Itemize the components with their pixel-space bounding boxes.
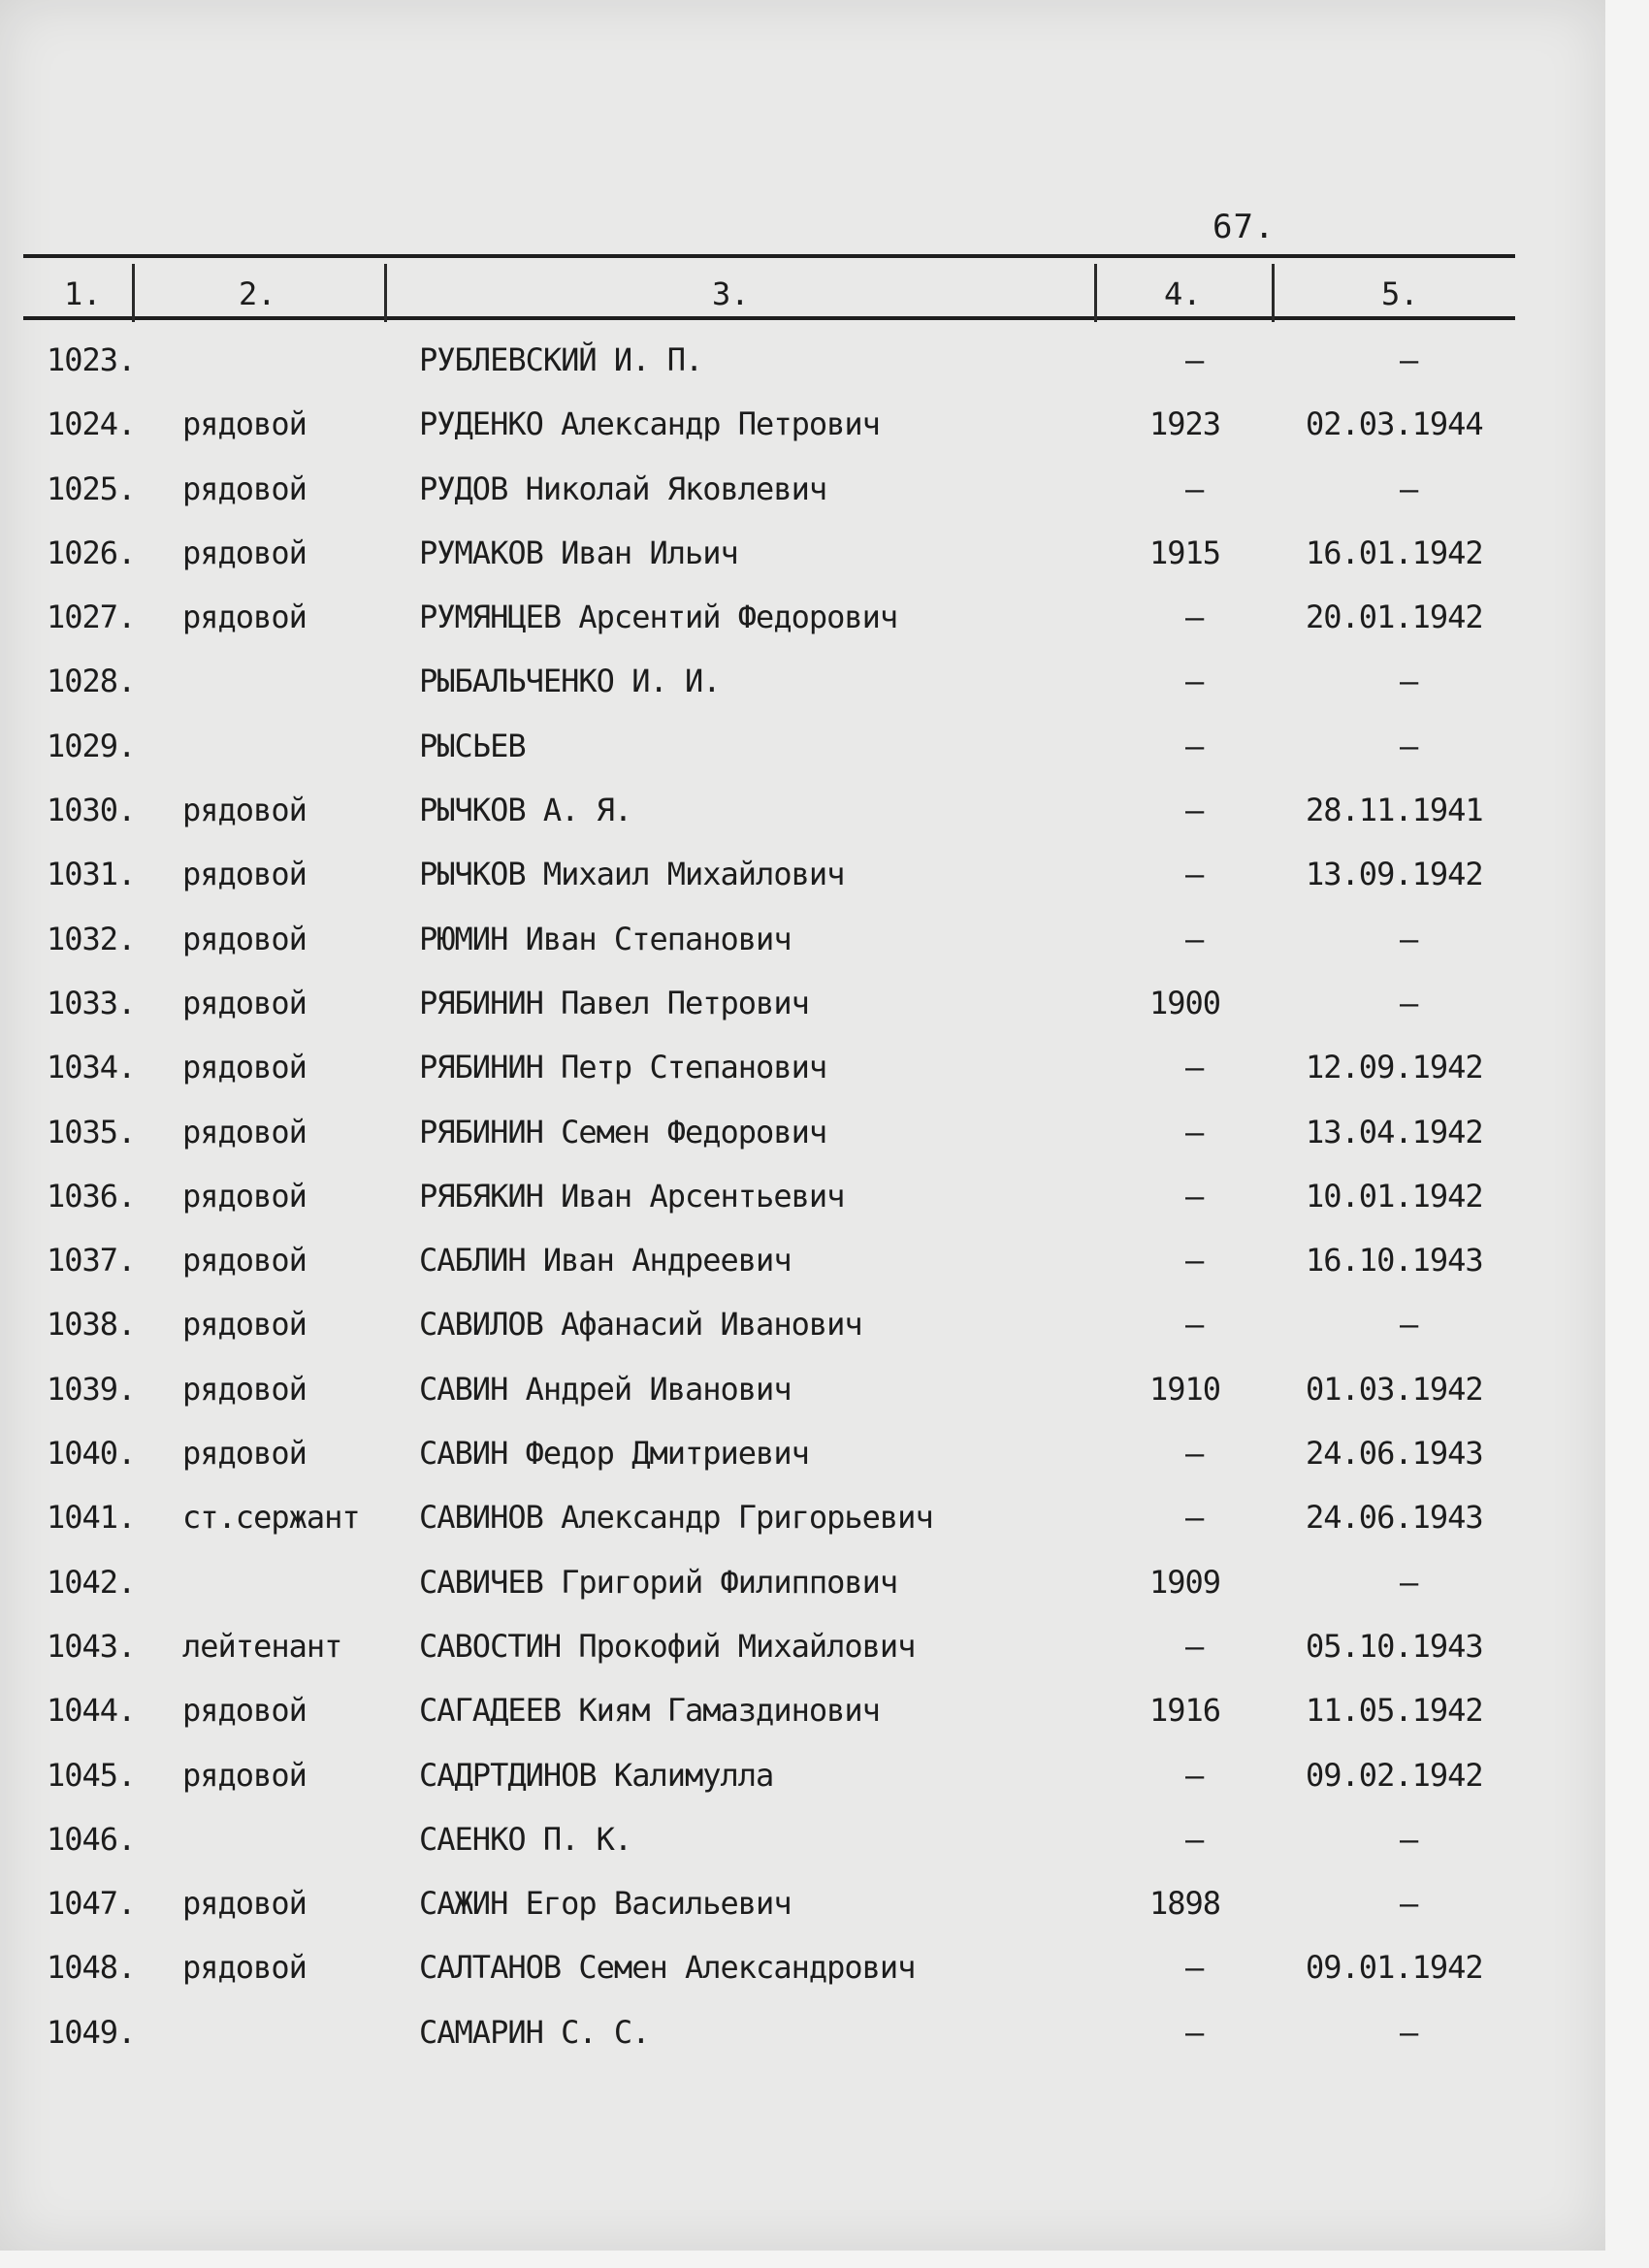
rank-cell: рядовой bbox=[182, 792, 307, 829]
date-cell: – bbox=[1400, 1885, 1418, 1923]
table-row bbox=[0, 659, 1605, 723]
birth-year-cell: – bbox=[1185, 727, 1204, 764]
table-row bbox=[0, 1753, 1605, 1817]
rank-cell: рядовой bbox=[182, 1692, 307, 1730]
row-number: 1024. bbox=[47, 405, 136, 443]
table-header-bottom-rule bbox=[23, 316, 1515, 320]
name-cell: САВИЧЕВ Григорий Филиппович bbox=[419, 1563, 898, 1601]
row-number: 1045. bbox=[47, 1756, 136, 1794]
table-row bbox=[0, 1045, 1605, 1109]
birth-year-cell: – bbox=[1185, 1499, 1204, 1537]
name-cell: РЯБИНИН Павел Петрович bbox=[419, 984, 809, 1021]
name-cell: САМАРИН С. С. bbox=[419, 2013, 650, 2051]
birth-year-cell: 1898 bbox=[1149, 1885, 1221, 1923]
table-row bbox=[0, 1431, 1605, 1495]
rank-cell: рядовой bbox=[182, 856, 307, 893]
birth-year-cell: – bbox=[1185, 1113, 1204, 1150]
table-row bbox=[0, 1817, 1605, 1881]
table-row bbox=[0, 1238, 1605, 1302]
column-divider bbox=[1094, 264, 1097, 322]
rank-cell: рядовой bbox=[182, 1049, 307, 1086]
name-cell: САБЛИН Иван Андреевич bbox=[419, 1242, 792, 1280]
date-cell: 16.01.1942 bbox=[1306, 534, 1483, 571]
row-number: 1043. bbox=[47, 1627, 136, 1665]
table-row bbox=[0, 724, 1605, 788]
birth-year-cell: 1916 bbox=[1149, 1692, 1221, 1730]
rank-cell: рядовой bbox=[182, 405, 307, 443]
row-number: 1030. bbox=[47, 792, 136, 829]
row-number: 1033. bbox=[47, 984, 136, 1021]
page-number: 67. bbox=[1212, 208, 1276, 246]
row-number: 1032. bbox=[47, 920, 136, 957]
row-number: 1029. bbox=[47, 727, 136, 764]
date-cell: 13.04.1942 bbox=[1306, 1113, 1483, 1150]
rank-cell: рядовой bbox=[182, 470, 307, 507]
name-cell: САВИН Федор Дмитриевич bbox=[419, 1435, 809, 1473]
birth-year-cell: 1910 bbox=[1149, 1370, 1221, 1408]
column-divider bbox=[384, 264, 387, 322]
column-header-3: 3. bbox=[712, 275, 750, 312]
table-row bbox=[0, 981, 1605, 1045]
table-row bbox=[0, 1495, 1605, 1559]
table-row bbox=[0, 1560, 1605, 1624]
date-cell: 10.01.1942 bbox=[1306, 1177, 1483, 1215]
date-cell: 02.03.1944 bbox=[1306, 405, 1483, 443]
table-row bbox=[0, 1174, 1605, 1238]
table-row bbox=[0, 402, 1605, 466]
date-cell: 09.02.1942 bbox=[1306, 1756, 1483, 1794]
name-cell: РЯБИНИН Семен Федорович bbox=[419, 1113, 827, 1150]
name-cell: САЕНКО П. К. bbox=[419, 1820, 632, 1858]
birth-year-cell: 1923 bbox=[1149, 405, 1221, 443]
row-number: 1031. bbox=[47, 856, 136, 893]
row-number: 1047. bbox=[47, 1885, 136, 1923]
name-cell: САЛТАНОВ Семен Александрович bbox=[419, 1949, 916, 1987]
table-row bbox=[0, 1110, 1605, 1174]
table-row bbox=[0, 467, 1605, 531]
birth-year-cell: – bbox=[1185, 599, 1204, 636]
table-row bbox=[0, 1302, 1605, 1366]
name-cell: САЖИН Егор Васильевич bbox=[419, 1885, 792, 1923]
rank-cell: рядовой bbox=[182, 1949, 307, 1987]
rank-cell: рядовой bbox=[182, 1242, 307, 1280]
name-cell: САВИЛОВ Афанасий Иванович bbox=[419, 1306, 862, 1344]
rank-cell: рядовой bbox=[182, 1113, 307, 1150]
row-number: 1042. bbox=[47, 1563, 136, 1601]
row-number: 1027. bbox=[47, 599, 136, 636]
rank-cell: ст.сержант bbox=[182, 1499, 360, 1537]
date-cell: – bbox=[1400, 470, 1418, 507]
birth-year-cell: – bbox=[1185, 1242, 1204, 1280]
table-body bbox=[0, 338, 1605, 2074]
column-header-1: 1. bbox=[64, 275, 102, 312]
row-number: 1048. bbox=[47, 1949, 136, 1987]
name-cell: САВИНОВ Александр Григорьевич bbox=[419, 1499, 933, 1537]
birth-year-cell: – bbox=[1185, 1820, 1204, 1858]
name-cell: САВОСТИН Прокофий Михайлович bbox=[419, 1627, 916, 1665]
name-cell: РУБЛЕВСКИЙ И. П. bbox=[419, 341, 703, 378]
table-row bbox=[0, 917, 1605, 981]
name-cell: РУДЕНКО Александр Петрович bbox=[419, 405, 880, 443]
table-row bbox=[0, 1624, 1605, 1688]
date-cell: 11.05.1942 bbox=[1306, 1692, 1483, 1730]
date-cell: – bbox=[1400, 341, 1418, 378]
name-cell: САВИН Андрей Иванович bbox=[419, 1370, 792, 1408]
row-number: 1040. bbox=[47, 1435, 136, 1473]
rank-cell: рядовой bbox=[182, 1177, 307, 1215]
rank-cell: рядовой bbox=[182, 1885, 307, 1923]
rank-cell: рядовой bbox=[182, 1370, 307, 1408]
date-cell: – bbox=[1400, 2013, 1418, 2051]
name-cell: САДРТДИНОВ Калимулла bbox=[419, 1756, 774, 1794]
birth-year-cell: – bbox=[1185, 2013, 1204, 2051]
row-number: 1035. bbox=[47, 1113, 136, 1150]
table-row bbox=[0, 2010, 1605, 2074]
table-row bbox=[0, 852, 1605, 916]
column-divider bbox=[132, 264, 135, 322]
row-number: 1023. bbox=[47, 341, 136, 378]
date-cell: – bbox=[1400, 984, 1418, 1021]
table-row bbox=[0, 1688, 1605, 1752]
birth-year-cell: 1900 bbox=[1149, 984, 1221, 1021]
rank-cell: рядовой bbox=[182, 1756, 307, 1794]
birth-year-cell: – bbox=[1185, 470, 1204, 507]
rank-cell: рядовой bbox=[182, 534, 307, 571]
date-cell: 24.06.1943 bbox=[1306, 1499, 1483, 1537]
date-cell: 01.03.1942 bbox=[1306, 1370, 1483, 1408]
row-number: 1049. bbox=[47, 2013, 136, 2051]
table-row bbox=[0, 788, 1605, 852]
name-cell: РЯБЯКИН Иван Арсентьевич bbox=[419, 1177, 845, 1215]
date-cell: 28.11.1941 bbox=[1306, 792, 1483, 829]
name-cell: РЫСЬЕВ bbox=[419, 727, 526, 764]
row-number: 1038. bbox=[47, 1306, 136, 1344]
birth-year-cell: – bbox=[1185, 856, 1204, 893]
row-number: 1025. bbox=[47, 470, 136, 507]
birth-year-cell: – bbox=[1185, 341, 1204, 378]
name-cell: РЫЧКОВ Михаил Михайлович bbox=[419, 856, 845, 893]
birth-year-cell: – bbox=[1185, 1306, 1204, 1344]
birth-year-cell: 1915 bbox=[1149, 534, 1221, 571]
name-cell: РУМЯНЦЕВ Арсентий Федорович bbox=[419, 599, 898, 636]
table-row bbox=[0, 1945, 1605, 2009]
rank-cell: рядовой bbox=[182, 920, 307, 957]
name-cell: РУДОВ Николай Яковлевич bbox=[419, 470, 827, 507]
row-number: 1034. bbox=[47, 1049, 136, 1086]
date-cell: 13.09.1942 bbox=[1306, 856, 1483, 893]
rank-cell: рядовой bbox=[182, 1306, 307, 1344]
row-number: 1037. bbox=[47, 1242, 136, 1280]
row-number: 1039. bbox=[47, 1370, 136, 1408]
name-cell: РЫБАЛЬЧЕНКО И. И. bbox=[419, 663, 721, 700]
birth-year-cell: 1909 bbox=[1149, 1563, 1221, 1601]
row-number: 1046. bbox=[47, 1820, 136, 1858]
row-number: 1036. bbox=[47, 1177, 136, 1215]
table-row bbox=[0, 1367, 1605, 1431]
birth-year-cell: – bbox=[1185, 1177, 1204, 1215]
date-cell: – bbox=[1400, 920, 1418, 957]
birth-year-cell: – bbox=[1185, 1049, 1204, 1086]
date-cell: – bbox=[1400, 1306, 1418, 1344]
rank-cell: рядовой bbox=[182, 1435, 307, 1473]
birth-year-cell: – bbox=[1185, 1756, 1204, 1794]
name-cell: РЫЧКОВ А. Я. bbox=[419, 792, 632, 829]
birth-year-cell: – bbox=[1185, 920, 1204, 957]
name-cell: РЯБИНИН Петр Степанович bbox=[419, 1049, 827, 1086]
table-row bbox=[0, 1881, 1605, 1945]
date-cell: 12.09.1942 bbox=[1306, 1049, 1483, 1086]
date-cell: 09.01.1942 bbox=[1306, 1949, 1483, 1987]
name-cell: РУМАКОВ Иван Ильич bbox=[419, 534, 738, 571]
date-cell: – bbox=[1400, 663, 1418, 700]
name-cell: РЮМИН Иван Степанович bbox=[419, 920, 792, 957]
date-cell: – bbox=[1400, 1820, 1418, 1858]
row-number: 1028. bbox=[47, 663, 136, 700]
column-header-5: 5. bbox=[1381, 275, 1419, 312]
table-row bbox=[0, 338, 1605, 402]
date-cell: 20.01.1942 bbox=[1306, 599, 1483, 636]
column-divider bbox=[1272, 264, 1275, 322]
row-number: 1041. bbox=[47, 1499, 136, 1537]
table-row bbox=[0, 595, 1605, 659]
birth-year-cell: – bbox=[1185, 1949, 1204, 1987]
birth-year-cell: – bbox=[1185, 1435, 1204, 1473]
table-row bbox=[0, 531, 1605, 595]
column-header-2: 2. bbox=[239, 275, 276, 312]
row-number: 1044. bbox=[47, 1692, 136, 1730]
birth-year-cell: – bbox=[1185, 663, 1204, 700]
name-cell: САГАДЕЕВ Киям Гамаздинович bbox=[419, 1692, 880, 1730]
birth-year-cell: – bbox=[1185, 1627, 1204, 1665]
table-header-top-rule bbox=[23, 254, 1515, 258]
rank-cell: рядовой bbox=[182, 599, 307, 636]
row-number: 1026. bbox=[47, 534, 136, 571]
date-cell: 16.10.1943 bbox=[1306, 1242, 1483, 1280]
date-cell: – bbox=[1400, 727, 1418, 764]
birth-year-cell: – bbox=[1185, 792, 1204, 829]
date-cell: – bbox=[1400, 1563, 1418, 1601]
date-cell: 24.06.1943 bbox=[1306, 1435, 1483, 1473]
rank-cell: лейтенант bbox=[182, 1627, 342, 1665]
column-header-4: 4. bbox=[1164, 275, 1202, 312]
date-cell: 05.10.1943 bbox=[1306, 1627, 1483, 1665]
rank-cell: рядовой bbox=[182, 984, 307, 1021]
